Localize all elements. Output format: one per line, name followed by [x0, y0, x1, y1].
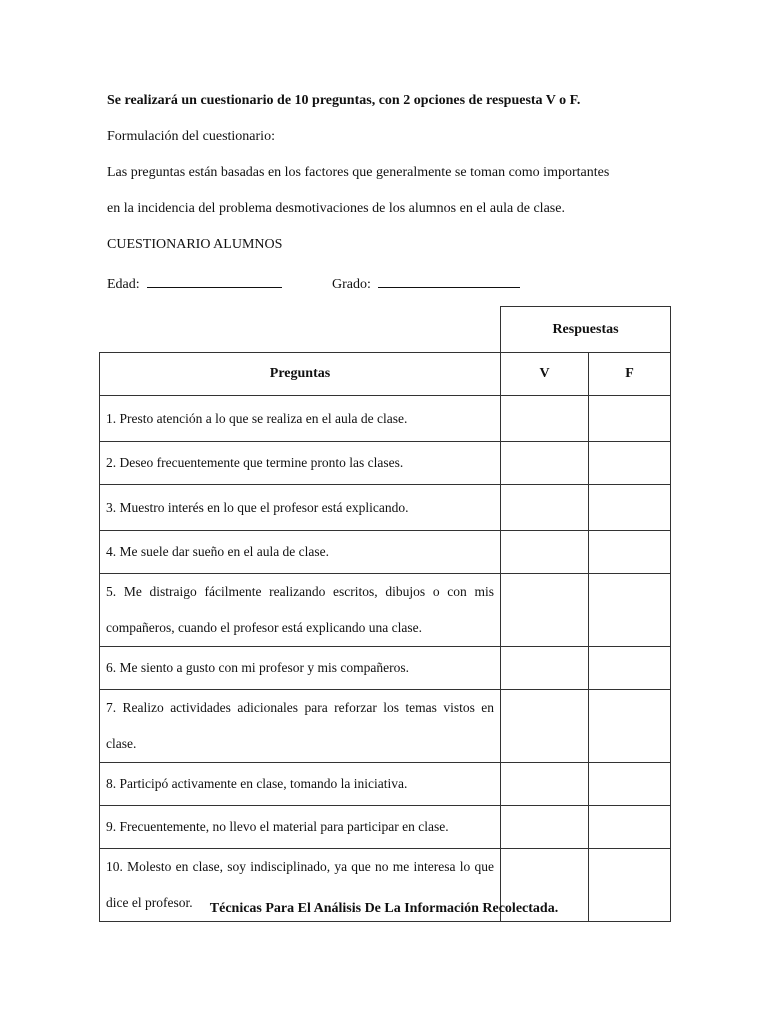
- answer-cell-true[interactable]: [501, 574, 589, 647]
- question-text: 3. Muestro interés en lo que el profesor está explicando.: [100, 485, 501, 531]
- answer-cell-true[interactable]: [501, 396, 589, 442]
- answer-cell-false[interactable]: [589, 763, 671, 806]
- paragraph-line-1: Las preguntas están basadas en los factores que generalmente se toman como importantes: [107, 165, 610, 180]
- table-row: [100, 485, 671, 531]
- question-text: 10. Molesto en clase, soy indisciplinado, ya que no me interesa lo que dice el profesor.: [100, 849, 501, 922]
- question-text: 4. Me suele dar sueño en el aula de clase.: [100, 531, 501, 574]
- question-text: 2. Deseo frecuentemente que termine pronto las clases.: [100, 442, 501, 485]
- table-row: [100, 647, 671, 690]
- age-field-row: [107, 273, 282, 293]
- answer-cell-false[interactable]: [589, 690, 671, 763]
- section-heading-footer: Técnicas Para El Análisis De La Información Recolectada.: [209, 901, 559, 916]
- responses-header: Respuestas: [501, 307, 671, 353]
- table-row: [100, 531, 671, 574]
- table-row: [100, 763, 671, 806]
- table-row: [100, 806, 671, 849]
- question-text: 5. Me distraigo fácilmente realizando escritos, dibujos o con mis compañeros, cuando el profesor está explicando una clase.: [100, 574, 501, 647]
- age-blank-line[interactable]: [147, 273, 282, 288]
- document-heading: Se realizará un cuestionario de 10 preguntas, con 2 opciones de respuesta V o F.: [107, 93, 581, 108]
- questionnaire-table: [99, 306, 671, 922]
- answer-cell-true[interactable]: [501, 531, 589, 574]
- answer-cell-true[interactable]: [501, 763, 589, 806]
- answer-cell-false[interactable]: [589, 531, 671, 574]
- table-row: [100, 574, 671, 647]
- age-label: Edad:: [107, 277, 140, 292]
- grade-field-row: [332, 273, 520, 293]
- question-text: 7. Realizo actividades adicionales para reforzar los temas vistos en clase.: [100, 690, 501, 763]
- question-text: 6. Me siento a gusto con mi profesor y mis compañeros.: [100, 647, 501, 690]
- subtitle: Formulación del cuestionario:: [107, 129, 275, 144]
- question-text: 1. Presto atención a lo que se realiza en el aula de clase.: [100, 396, 501, 442]
- table-row: [100, 690, 671, 763]
- grade-label: Grado:: [332, 277, 371, 292]
- answer-cell-false[interactable]: [589, 396, 671, 442]
- answer-cell-true[interactable]: [501, 690, 589, 763]
- answer-cell-true[interactable]: [501, 647, 589, 690]
- true-header: V: [501, 353, 589, 396]
- answer-cell-true[interactable]: [501, 806, 589, 849]
- answer-cell-false[interactable]: [589, 574, 671, 647]
- answer-cell-true[interactable]: [501, 485, 589, 531]
- false-header: F: [589, 353, 671, 396]
- question-text: 9. Frecuentemente, no llevo el material para participar en clase.: [100, 806, 501, 849]
- answer-cell-true[interactable]: [501, 442, 589, 485]
- empty-corner-cell: [100, 307, 501, 353]
- section-title: CUESTIONARIO ALUMNOS: [107, 237, 283, 252]
- questions-header: Preguntas: [100, 353, 501, 396]
- question-text: 8. Participó activamente en clase, tomando la iniciativa.: [100, 763, 501, 806]
- table-row: [100, 442, 671, 485]
- answer-cell-false[interactable]: [589, 806, 671, 849]
- answer-cell-false[interactable]: [589, 647, 671, 690]
- table-row: [100, 396, 671, 442]
- paragraph-line-2: en la incidencia del problema desmotivaciones de los alumnos en el aula de clase.: [107, 201, 565, 216]
- answer-cell-false[interactable]: [589, 442, 671, 485]
- grade-blank-line[interactable]: [378, 273, 520, 288]
- answer-cell-false[interactable]: [589, 485, 671, 531]
